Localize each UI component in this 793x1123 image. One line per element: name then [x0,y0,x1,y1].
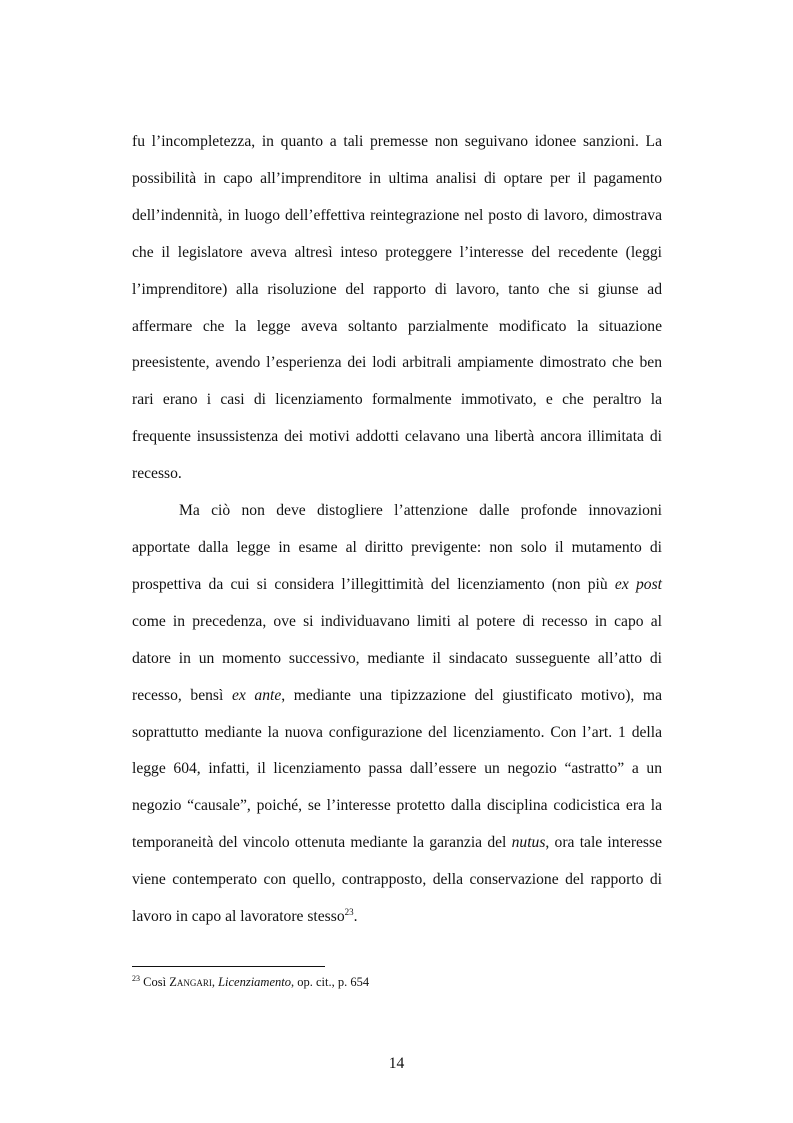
footnote-title: Licenziamento [218,975,291,989]
footnote-separator-text: , [211,975,219,989]
footnote-separator [132,966,325,967]
footnote-lead: Così [140,975,170,989]
italic-term-ex-ante: ex ante [231,686,282,704]
footnote-23 [132,974,662,990]
paragraph-1 [132,124,662,493]
paragraph-2-segment-2: come in precedenza, ove si individuavano limiti al potere di recesso in capo al datore in un momento successivo, mediante il sindacato susseguente all’atto di recesso, bensì [132,612,662,704]
paragraph-2-segment-1: Ma ciò non deve distogliere l’attenzione dalle profonde innovazioni apportate dalla legge in esame al diritto previgente: non solo il mutamento di prospettiva da cui si considera l’illegittimità del licenziamento (non più [132,502,662,593]
italic-term-ex-post: ex post [614,575,662,593]
paragraph-2 [132,493,662,936]
footnote-author: Zangari [169,975,212,989]
paragraph-1-text: fu l’incompletezza, in quanto a tali premesse non seguivano idonee sanzioni. La possibilità in capo all’imprenditore in ultima analisi di optare per il pagamento dell’indennità, in luogo dell’effettiva reintegrazione nel posto di lavoro, dimostrava che il legislatore aveva altresì inteso proteggere l’interesse del recedente (leggi l’imprenditore) alla risoluzione del rapporto di lavoro, tanto che si giunse ad affermare che la legge aveva soltanto parzialmente modificato la situazione preesistente, avendo l’esperienza dei lodi arbitrali ampiamente dimostrato che ben rari erano i casi di licenziamento formalmente immotivato, e che peraltro la frequente insussistenza dei motivi addotti celavano una libertà ancora illimitata di recesso. [132,133,662,483]
footnote-reference[interactable]: 23 [344,906,354,917]
page-body [132,124,662,936]
paragraph-2-segment-3: , mediante una tipizzazione del giustificato motivo), ma soprattutto mediante la nuova configurazione del licenziamento. Con l’art. 1 della legge 604, infatti, il licenziamento passa dall’essere un negozio “astratto” a un negozio “causale”, poiché, se l’interesse protetto dalla disciplina codicistica era la temporaneità del vincolo ottenuta mediante la garanzia del [132,686,662,852]
page-number: 14 [388,1055,405,1072]
paragraph-2-segment-4: , ora tale interesse viene contemperato con quello, contrapposto, della conservazione del rapporto di lavoro in capo al lavoratore stesso [132,834,662,926]
paragraph-2-segment-5: . [353,908,358,926]
italic-term-nutus: nutus [511,834,546,852]
footnote-tail: , op. cit., p. 654 [291,975,370,989]
footnote-number: 23 [132,973,140,983]
